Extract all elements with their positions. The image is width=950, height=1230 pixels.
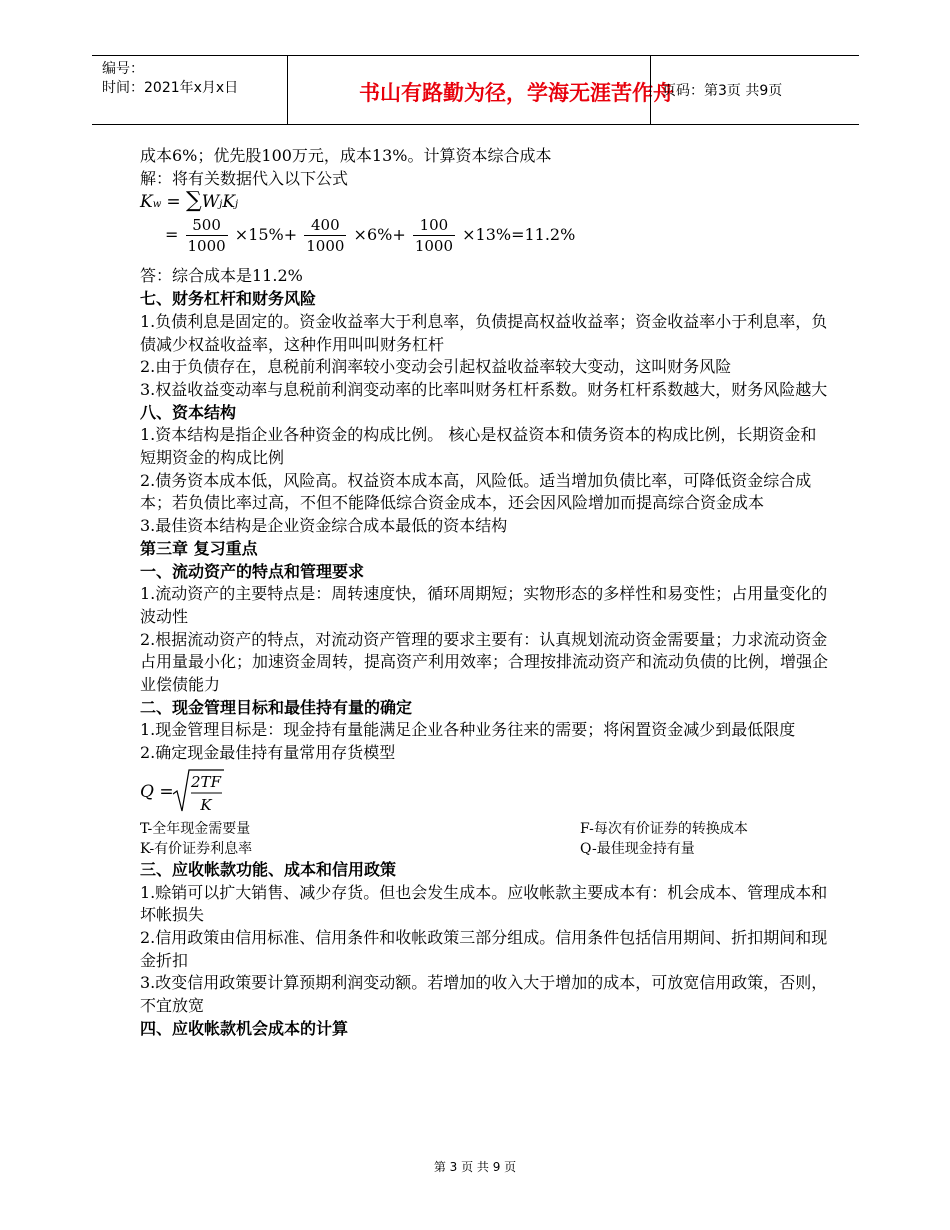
- paragraph: 答：综合成本是11.2%: [140, 266, 303, 286]
- paragraph: 2.信用政策由信用标准、信用条件和收帐政策三部分组成。信用条件包括信用期间、折扣期间和现金折扣: [140, 927, 828, 970]
- paragraph: 2.由于负债存在，息税前利润率较小变动会引起权益收益率较大变动，这叫财务风险: [140, 357, 732, 377]
- section-heading: 一、流动资产的特点和管理要求: [140, 561, 365, 581]
- var-f: F-每次有价证券的转换成本: [580, 820, 748, 837]
- paragraph: 2.根据流动资产的特点，对流动资产管理的要求主要有：认真规划流动资金需要量；力求流动资金占用量最小化；加速资金周转，提高资产利用效率；合理按排流动资产和流动负债的比例，增强企业偿债能力: [140, 629, 829, 695]
- header-meta: [102, 60, 238, 98]
- var-q: Q-最佳现金持有量: [580, 840, 695, 857]
- section-heading: 三、应收帐款功能、成本和信用政策: [140, 859, 397, 879]
- formula-lhs: Q =: [140, 781, 174, 802]
- document-body: [140, 145, 830, 1041]
- paragraph: 1.赊销可以扩大销售、减少存货。但也会发生成本。应收帐款主要成本有：机会成本、管理成本和坏帐损失: [140, 882, 828, 925]
- formula-weighted-cost: Kw = ∑WjKj: [140, 188, 239, 214]
- formula-denominator: K: [200, 795, 212, 814]
- paragraph: 2.债务资本成本低，风险高。权益资本成本高，风险低。适当增加负债比率，可降低资金综合成本；若负债比率过高，不但不能降低综合资金成本，还会因风险增加而提高综合资金成本: [140, 470, 812, 513]
- paragraph: 3.权益收益变动率与息税前利润变动率的比率叫财务杠杆系数。财务杠杆系数越大，财务风险越大: [140, 379, 828, 399]
- header-divider: [287, 56, 288, 124]
- section-heading: 七、财务杠杆和财务风险: [140, 289, 317, 309]
- paragraph: 2.确定现金最佳持有量常用存货模型: [140, 743, 396, 763]
- formula-optimal-cash: [140, 767, 830, 817]
- paragraph: 3.改变信用政策要计算预期利润变动额。若增加的收入大于增加的成本，可放宽信用政策，否则，不宜放宽: [140, 973, 828, 1016]
- section-heading: 二、现金管理目标和最佳持有量的确定: [140, 697, 413, 717]
- paragraph: 1.现金管理目标是：现金持有量能满足企业各种业务往来的需要；将闲置资金减少到最低限度: [140, 720, 796, 740]
- header-motto: 书山有路勤为径，学海无涯苦作舟: [359, 81, 674, 105]
- header-divider: [650, 56, 651, 124]
- formula-calculation: = $\frac{500}{1000}$ ×15%+ $\frac{400}{1000}$ ×6%+ $\frac{100}{1000}$ ×13%=11.2%: [165, 216, 576, 256]
- paragraph: 1.资本结构是指企业各种资金的构成比例。 核心是权益资本和债务资本的构成比例，长期资金和短期资金的构成比例: [140, 425, 817, 468]
- section-heading: 八、资本结构: [140, 402, 237, 422]
- section-heading: 四、应收帐款机会成本的计算: [140, 1018, 349, 1038]
- variable-legend: [140, 819, 830, 859]
- formula-numerator: 2TF: [191, 772, 221, 791]
- sqrt-formula: [140, 767, 260, 817]
- fraction: $\frac{400}{1000}$: [306, 216, 345, 256]
- chapter-heading: 第三章 复习重点: [140, 538, 258, 558]
- fraction: $\frac{100}{1000}$: [414, 216, 454, 256]
- paragraph: 1.负债利息是固定的。资金收益率大于利息率，负债提高权益收益率；资金收益率小于利息率，负债减少权益收益率，这种作用叫叫财务杠杆: [140, 311, 828, 354]
- header-page-label: 页码：第3页 共9页: [662, 83, 783, 99]
- paragraph: 解：将有关数据代入以下公式: [140, 168, 349, 188]
- page-footer: 第 3 页 共 9 页: [433, 1160, 517, 1174]
- var-k: K-有价证券利息率: [140, 840, 253, 857]
- fraction: $\frac{500}{1000}$: [187, 216, 226, 256]
- paragraph: 1.流动资产的主要特点是：周转速度快，循环周期短；实物形态的多样性和易变性；占用量变化的波动性: [140, 584, 828, 626]
- doc-number-label: 编号：: [102, 61, 144, 77]
- var-t: T-全年现金需要量: [140, 820, 251, 837]
- doc-time-label: 时间：2021年x月x日: [102, 80, 239, 96]
- paragraph: 成本6%；优先股100万元，成本13%。计算资本综合成本: [140, 146, 552, 165]
- paragraph: 3.最佳资本结构是企业资金综合成本最低的资本结构: [140, 516, 508, 536]
- page-header: [92, 55, 859, 125]
